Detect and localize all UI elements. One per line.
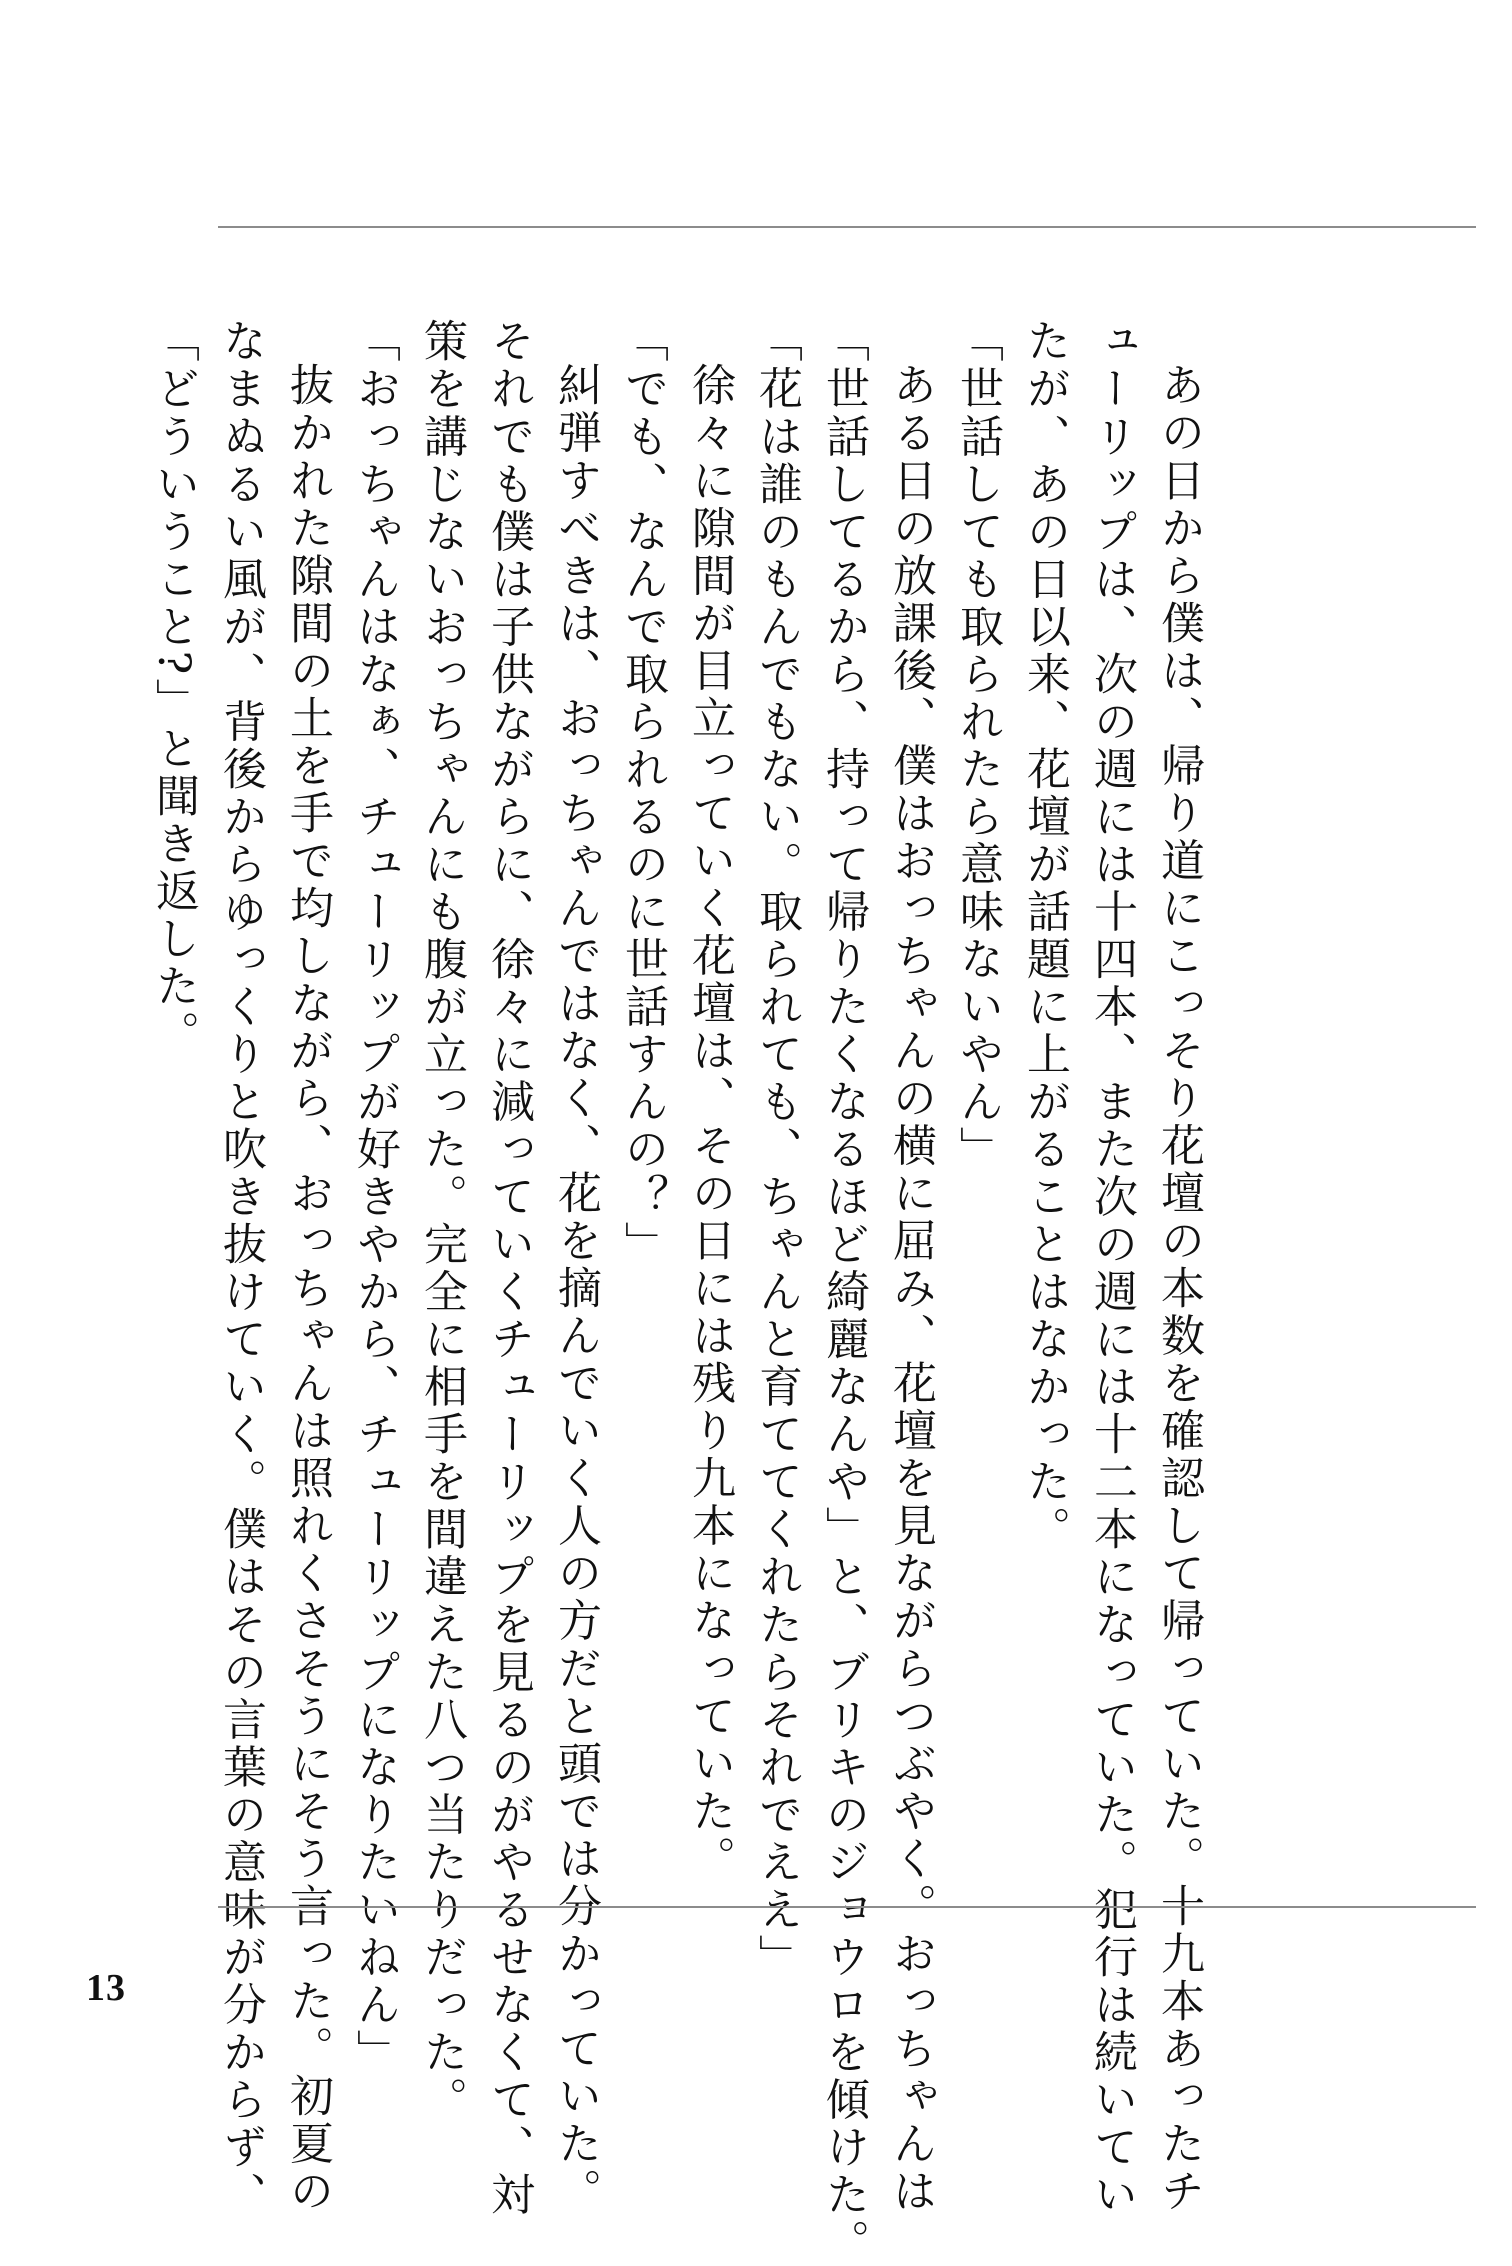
- text-column: 「どういうこと?」と聞き返した。: [148, 318, 199, 1058]
- page-number: 13: [86, 1967, 126, 2009]
- text-column: あの日から僕は、帰り道にこっそり花壇の本数を確認して帰っていた。十九本あったチ: [1153, 362, 1204, 2216]
- text-column: 「花は誰のもんでもない。取られても、ちゃんと育ててくれたらそれでええ」: [751, 318, 802, 1982]
- text-column: それでも僕は子供ながらに、徐々に減っていくチューリップを見るのがやるせなくて、対: [483, 318, 534, 2219]
- text-column: ある日の放課後、僕はおっちゃんの横に屈み、花壇を見ながらつぶやく。おっちゃんは: [885, 362, 936, 2216]
- text-column: 「世話してるから、持って帰りたくなるほど綺麗なんや」と、ブリキのジョウロを傾けた。: [818, 318, 869, 2266]
- text-column: 徐々に隙間が目立っていく花壇は、その日には残り九本になっていた。: [684, 362, 735, 1883]
- body-text: [140, 318, 1212, 2266]
- text-column: 糾弾すべきは、おっちゃんではなく、花を摘んでいく人の方だと頭では分かっていた。: [550, 362, 601, 2216]
- text-column: なまぬるい風が、背後からゆっくりと吹き抜けていく。僕はその言葉の意味が分からず、: [215, 318, 266, 2219]
- text-column: 「おっちゃんはなぁ、チューリップが好きやから、チューリップになりたいねん」: [349, 318, 400, 2077]
- text-column: ューリップは、次の週には十四本、また次の週には十二本になっていた。犯行は続いてい: [1086, 318, 1137, 2219]
- header-rule: [218, 226, 1476, 228]
- footer-rule: [218, 1906, 1476, 1908]
- text-column: 「でも、なんで取られるのに世話すんの？」: [617, 318, 668, 1269]
- text-column: 「世話しても取られたら意味ないやん」: [952, 318, 1003, 1174]
- text-column: たが、あの日以来、花壇が話題に上がることはなかった。: [1019, 318, 1070, 1554]
- text-column: 抜かれた隙間の土を手で均しながら、おっちゃんは照れくさそうにそう言った。初夏の: [282, 362, 333, 2216]
- text-column: 策を講じないおっちゃんにも腹が立った。完全に相手を間違えた八つ当たりだった。: [416, 318, 467, 2124]
